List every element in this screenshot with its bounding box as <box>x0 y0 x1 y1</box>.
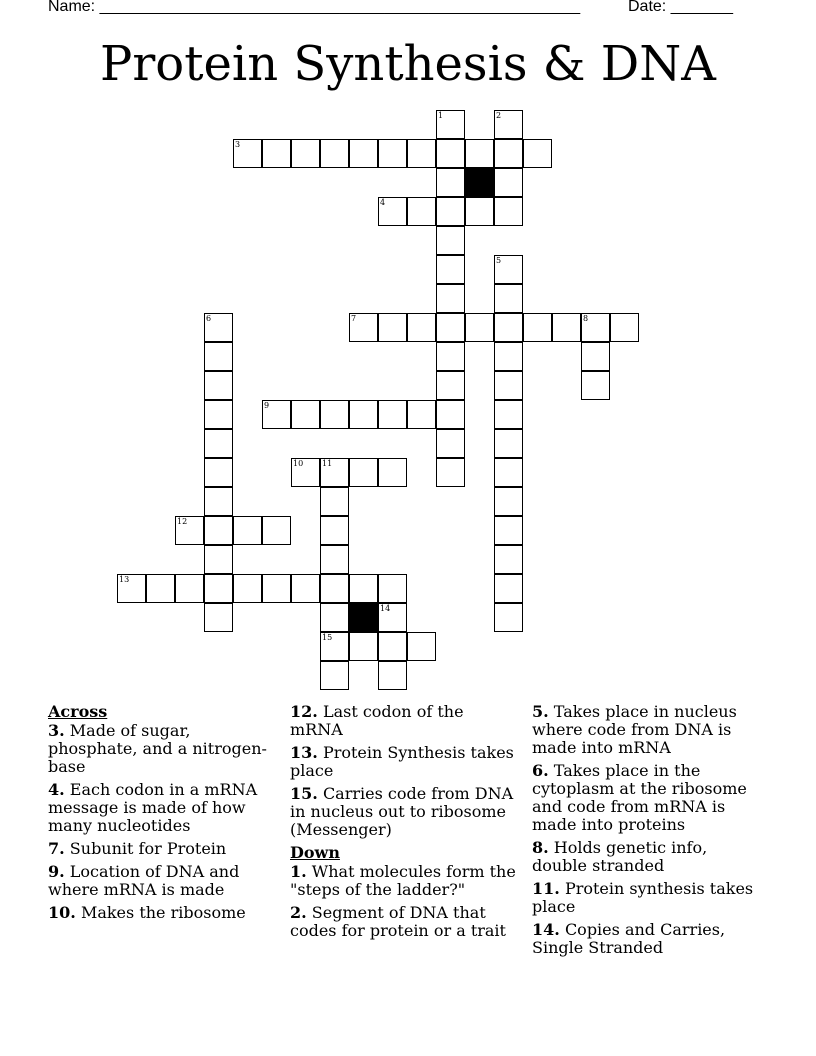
grid-cell[interactable] <box>378 603 407 632</box>
grid-cell[interactable] <box>378 139 407 168</box>
grid-cell[interactable] <box>262 574 291 603</box>
clue-text: Makes the ribosome <box>80 903 246 922</box>
clue-number: 13. <box>290 743 318 762</box>
grid-cell[interactable] <box>320 632 349 661</box>
clue-text: What molecules form the "steps of the ladder?" <box>290 862 516 899</box>
clue-text: Each codon in a mRNA message is made of how many nucleotides <box>48 780 258 835</box>
grid-cell[interactable] <box>494 429 523 458</box>
clue-number: 11. <box>532 879 560 898</box>
grid-cell[interactable] <box>378 574 407 603</box>
cell-number: 10 <box>293 459 304 468</box>
clue-text: Takes place in nucleus where code from DNA is made into mRNA <box>532 702 737 757</box>
grid-cell[interactable] <box>204 574 233 603</box>
cell-number: 11 <box>322 459 333 468</box>
grid-cell[interactable] <box>320 516 349 545</box>
grid-cell[interactable] <box>436 226 465 255</box>
grid-cell[interactable] <box>291 458 320 487</box>
clue-number: 2. <box>290 903 307 922</box>
grid-cell[interactable] <box>436 168 465 197</box>
grid-cell[interactable] <box>262 400 291 429</box>
clue-text: Location of DNA and where mRNA is made <box>48 862 240 899</box>
clue-across-4 <box>48 781 278 835</box>
clue-across-7 <box>48 840 278 858</box>
grid-cell[interactable] <box>175 516 204 545</box>
grid-cell[interactable] <box>204 371 233 400</box>
grid-cell[interactable] <box>204 487 233 516</box>
clue-number: 1. <box>290 862 307 881</box>
clue-number: 7. <box>48 839 65 858</box>
grid-cell[interactable] <box>610 313 639 342</box>
grid-cell[interactable] <box>378 400 407 429</box>
clue-text: Copies and Carries, Single Stranded <box>532 920 726 957</box>
clue-text: Protein Synthesis takes place <box>290 743 514 780</box>
grid-cell[interactable] <box>320 458 349 487</box>
cell-number: 1 <box>438 111 444 120</box>
clue-number: 10. <box>48 903 76 922</box>
grid-cell[interactable] <box>523 139 552 168</box>
grid-cell[interactable] <box>436 429 465 458</box>
clue-down-6 <box>532 762 757 834</box>
cell-number: 9 <box>264 401 270 410</box>
grid-cell[interactable] <box>436 313 465 342</box>
grid-cell[interactable] <box>378 632 407 661</box>
grid-cell[interactable] <box>407 313 436 342</box>
clues-column-1 <box>48 703 278 927</box>
grid-cell[interactable] <box>436 197 465 226</box>
clue-text: Last codon of the mRNA <box>290 702 464 739</box>
grid-cell[interactable] <box>291 574 320 603</box>
grid-cell[interactable] <box>436 139 465 168</box>
clue-number: 5. <box>532 702 549 721</box>
grid-cell[interactable] <box>204 429 233 458</box>
grid-cell[interactable] <box>204 545 233 574</box>
black-cell <box>349 603 378 632</box>
grid-cell[interactable] <box>349 139 378 168</box>
grid-cell[interactable] <box>436 371 465 400</box>
black-cell <box>465 168 494 197</box>
grid-cell[interactable] <box>494 110 523 139</box>
clue-across-12 <box>290 703 520 739</box>
clue-down-14 <box>532 921 757 957</box>
grid-cell[interactable] <box>436 255 465 284</box>
clue-number: 9. <box>48 862 65 881</box>
grid-cell[interactable] <box>581 342 610 371</box>
clue-across-15 <box>290 785 520 839</box>
clue-text: Carries code from DNA in nucleus out to ribosome (Messenger) <box>290 784 514 839</box>
grid-cell[interactable] <box>407 632 436 661</box>
clue-across-13 <box>290 744 520 780</box>
grid-cell[interactable] <box>494 313 523 342</box>
clue-text: Protein synthesis takes place <box>532 879 754 916</box>
grid-cell[interactable] <box>436 110 465 139</box>
grid-cell[interactable] <box>494 516 523 545</box>
grid-cell[interactable] <box>436 342 465 371</box>
clue-down-5 <box>532 703 757 757</box>
clue-text: Segment of DNA that codes for protein or a trait <box>290 903 506 940</box>
clue-number: 3. <box>48 721 65 740</box>
grid-cell[interactable] <box>204 516 233 545</box>
cell-number: 3 <box>235 140 241 149</box>
clue-number: 4. <box>48 780 65 799</box>
clue-down-2 <box>290 904 520 940</box>
grid-cell[interactable] <box>262 139 291 168</box>
grid-cell[interactable] <box>175 574 204 603</box>
grid-cell[interactable] <box>494 255 523 284</box>
cell-number: 7 <box>351 314 357 323</box>
grid-cell[interactable] <box>407 400 436 429</box>
grid-cell[interactable] <box>407 139 436 168</box>
cell-number: 6 <box>206 314 212 323</box>
date-field-label: Date: _______ <box>628 0 733 15</box>
grid-cell[interactable] <box>204 313 233 342</box>
grid-cell[interactable] <box>494 545 523 574</box>
grid-cell[interactable] <box>407 197 436 226</box>
grid-cell[interactable] <box>291 400 320 429</box>
grid-cell[interactable] <box>320 603 349 632</box>
grid-cell[interactable] <box>494 400 523 429</box>
down-heading: Down <box>290 843 340 862</box>
grid-cell[interactable] <box>378 313 407 342</box>
clue-down-1 <box>290 863 520 899</box>
grid-cell[interactable] <box>320 574 349 603</box>
clue-text: Made of sugar, phosphate, and a nitrogen-base <box>48 721 267 776</box>
clue-number: 14. <box>532 920 560 939</box>
grid-cell[interactable] <box>494 574 523 603</box>
cell-number: 2 <box>496 111 502 120</box>
grid-cell[interactable] <box>465 139 494 168</box>
grid-cell[interactable] <box>436 458 465 487</box>
grid-cell[interactable] <box>204 603 233 632</box>
grid-cell[interactable] <box>494 139 523 168</box>
grid-cell[interactable] <box>494 371 523 400</box>
grid-cell[interactable] <box>320 661 349 690</box>
across-heading: Across <box>48 702 108 721</box>
grid-cell[interactable] <box>320 487 349 516</box>
grid-cell[interactable] <box>465 197 494 226</box>
grid-cell[interactable] <box>378 661 407 690</box>
grid-cell[interactable] <box>581 371 610 400</box>
grid-cell[interactable] <box>204 400 233 429</box>
grid-cell[interactable] <box>320 545 349 574</box>
grid-cell[interactable] <box>320 139 349 168</box>
clue-across-9 <box>48 863 278 899</box>
grid-cell[interactable] <box>581 313 610 342</box>
cell-number: 14 <box>380 604 391 613</box>
grid-cell[interactable] <box>349 400 378 429</box>
grid-cell[interactable] <box>494 487 523 516</box>
grid-cell[interactable] <box>204 458 233 487</box>
cell-number: 4 <box>380 198 386 207</box>
grid-cell[interactable] <box>349 574 378 603</box>
grid-cell[interactable] <box>146 574 175 603</box>
clue-text: Takes place in the cytoplasm at the ribosome and code from mRNA is made into proteins <box>532 761 747 834</box>
grid-cell[interactable] <box>494 603 523 632</box>
grid-cell[interactable] <box>233 574 262 603</box>
grid-cell[interactable] <box>262 516 291 545</box>
grid-cell[interactable] <box>378 197 407 226</box>
grid-cell[interactable] <box>349 458 378 487</box>
clue-number: 15. <box>290 784 318 803</box>
clue-across-3 <box>48 722 278 776</box>
grid-cell[interactable] <box>494 197 523 226</box>
grid-cell[interactable] <box>349 313 378 342</box>
grid-cell[interactable] <box>291 139 320 168</box>
grid-cell[interactable] <box>494 168 523 197</box>
grid-cell[interactable] <box>552 313 581 342</box>
cell-number: 13 <box>119 575 130 584</box>
clue-number: 12. <box>290 702 318 721</box>
clue-across-10 <box>48 904 278 922</box>
cell-number: 8 <box>583 314 589 323</box>
grid-cell[interactable] <box>349 632 378 661</box>
page-title: Protein Synthesis & DNA <box>100 36 716 92</box>
clues-column-3 <box>532 703 757 962</box>
grid-cell[interactable] <box>494 284 523 313</box>
grid-cell[interactable] <box>465 313 494 342</box>
grid-cell[interactable] <box>378 458 407 487</box>
grid-cell[interactable] <box>204 342 233 371</box>
grid-cell[interactable] <box>436 400 465 429</box>
grid-cell[interactable] <box>320 400 349 429</box>
clue-down-11 <box>532 880 757 916</box>
clue-down-8 <box>532 839 757 875</box>
cell-number: 12 <box>177 517 188 526</box>
grid-cell[interactable] <box>436 284 465 313</box>
grid-cell[interactable] <box>117 574 146 603</box>
clues-column-2 <box>290 703 520 945</box>
name-field-label: Name: ______________________________________________________ <box>48 0 581 15</box>
clue-text: Subunit for Protein <box>69 839 227 858</box>
grid-cell[interactable] <box>233 139 262 168</box>
clue-number: 6. <box>532 761 549 780</box>
grid-cell[interactable] <box>494 458 523 487</box>
clue-text: Holds genetic info, double stranded <box>532 838 708 875</box>
clue-number: 8. <box>532 838 549 857</box>
cell-number: 15 <box>322 633 333 642</box>
grid-cell[interactable] <box>523 313 552 342</box>
grid-cell[interactable] <box>233 516 262 545</box>
grid-cell[interactable] <box>494 342 523 371</box>
cell-number: 5 <box>496 256 502 265</box>
